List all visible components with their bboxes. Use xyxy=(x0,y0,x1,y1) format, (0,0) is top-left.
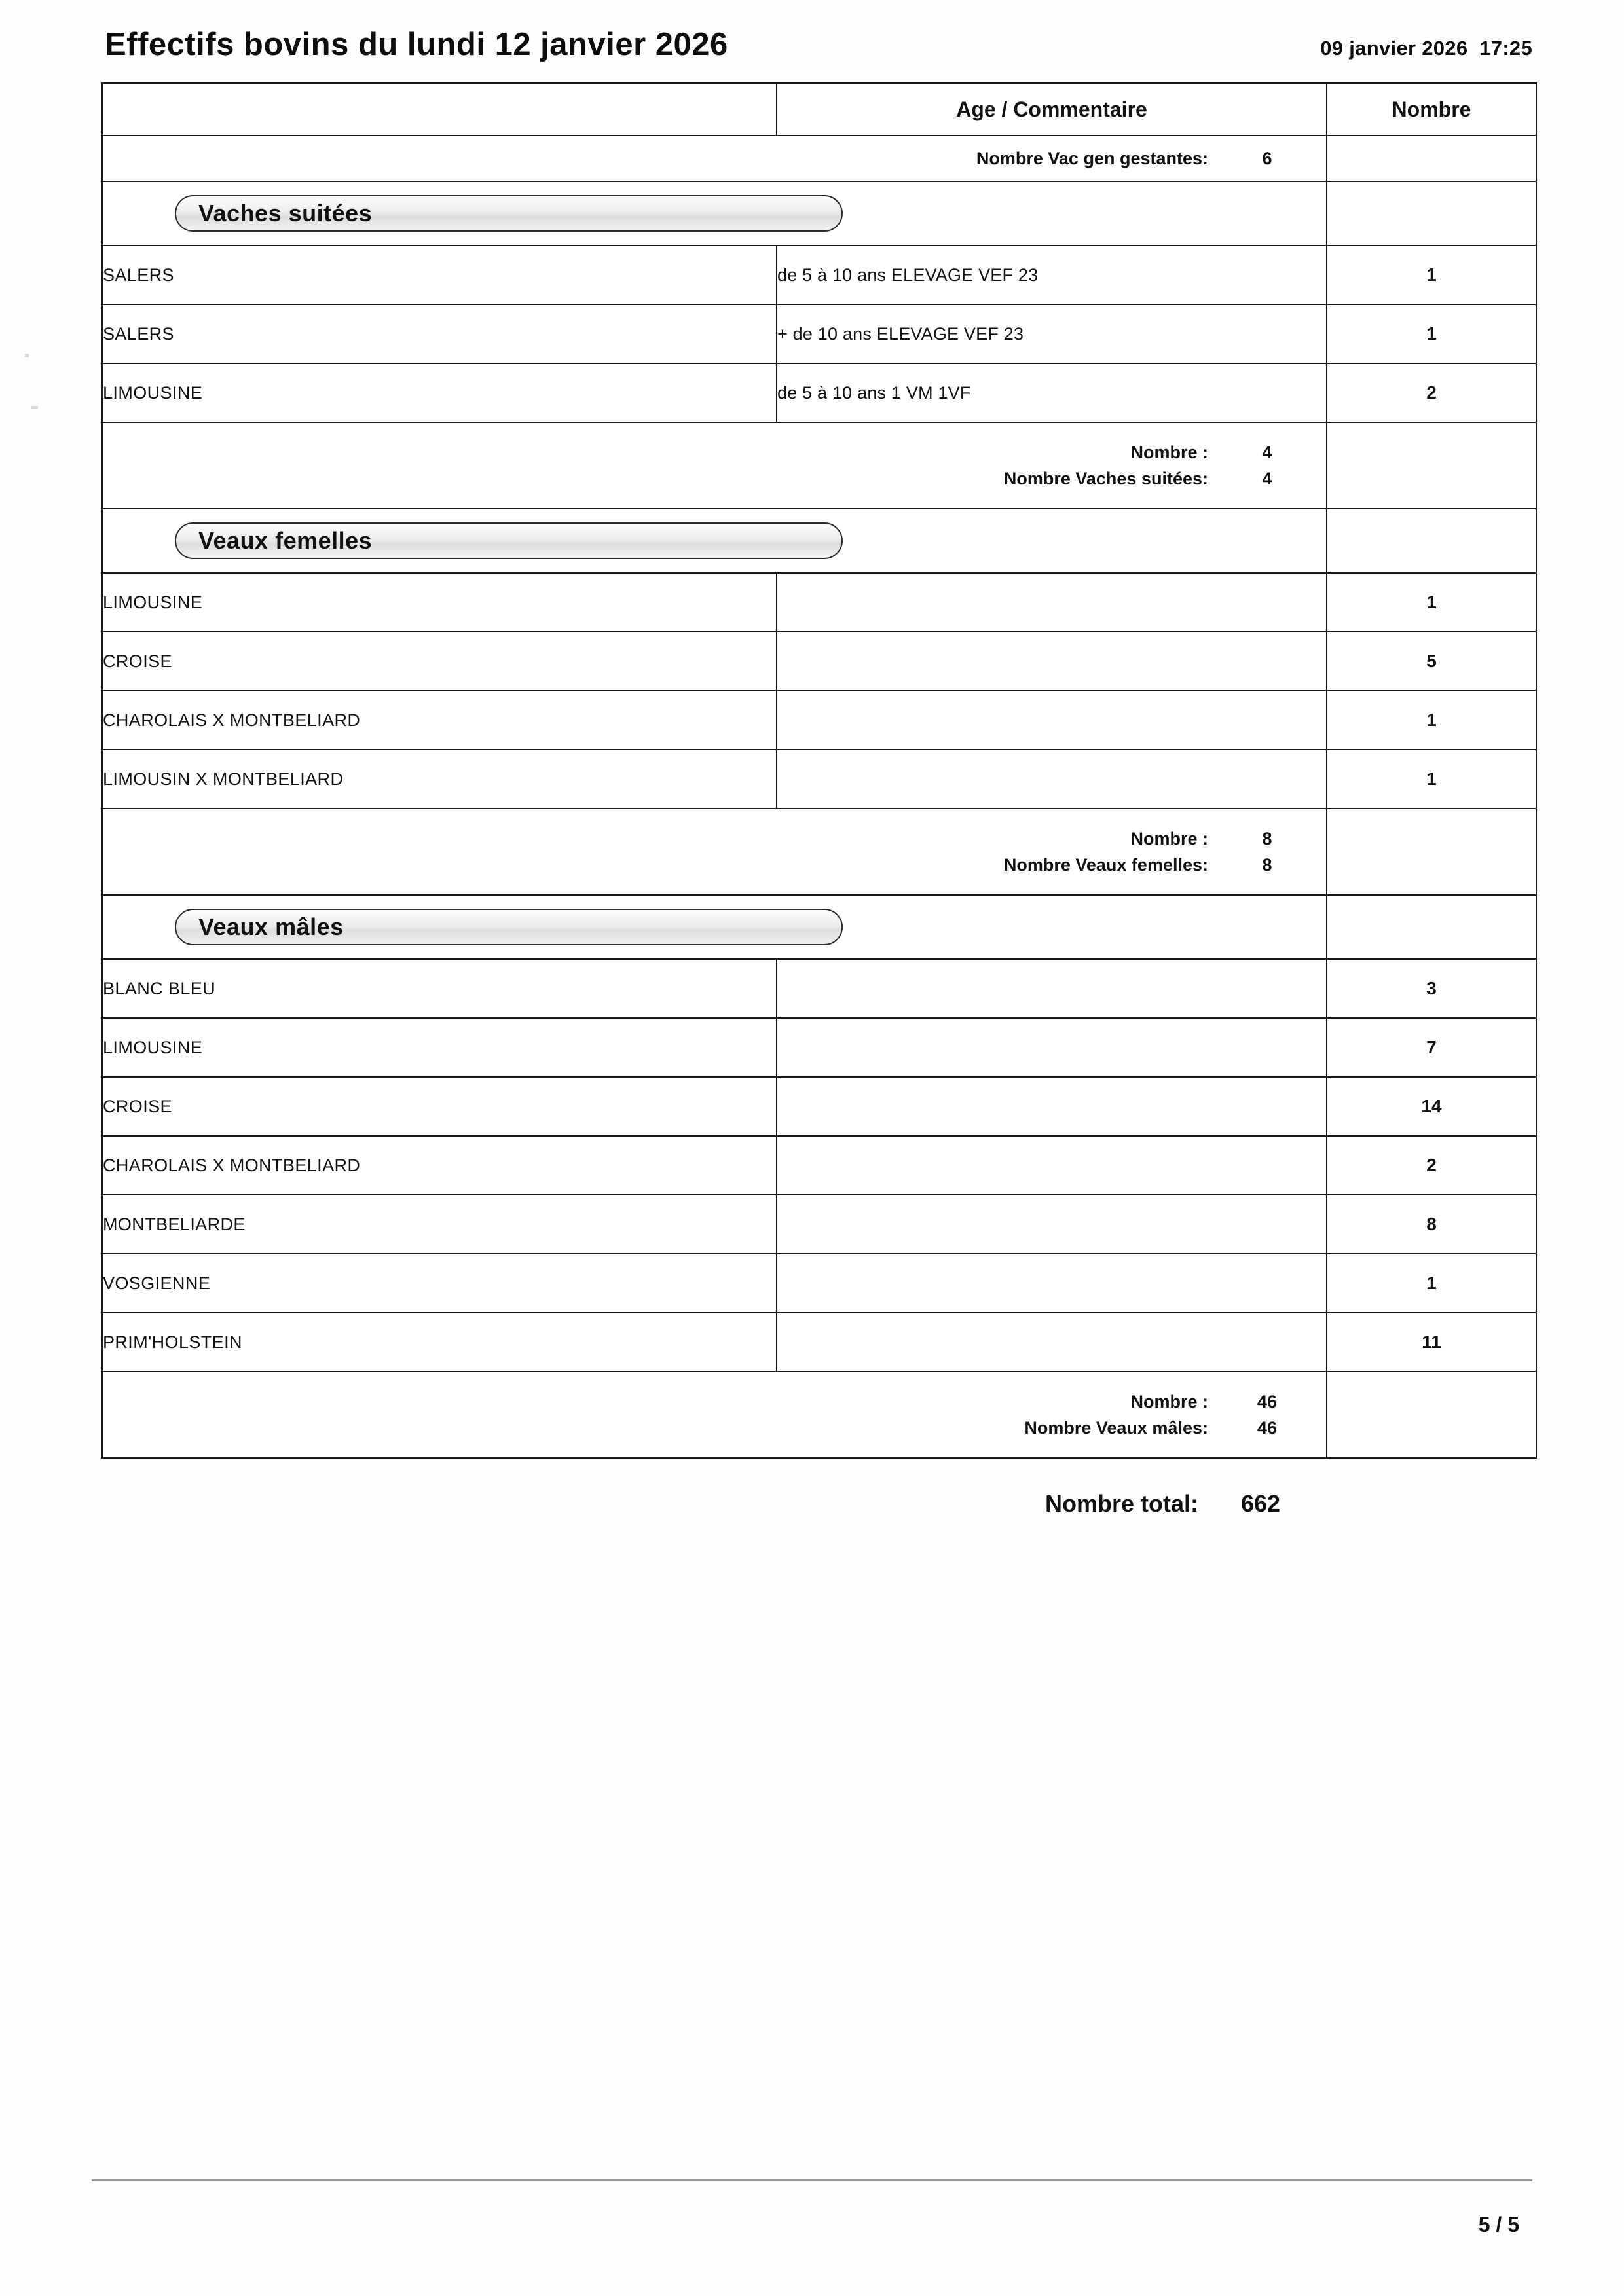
table-row xyxy=(102,246,1536,304)
table-row xyxy=(102,1136,1536,1195)
section-total-value: 8 xyxy=(1262,855,1272,875)
subtotal-value: 4 xyxy=(1262,442,1272,462)
table-row xyxy=(102,1077,1536,1136)
breed-name: MONTBELIARDE xyxy=(102,1195,777,1254)
top-note-cell xyxy=(102,136,1327,181)
subtotal-label: Nombre : xyxy=(1130,828,1208,848)
breed-name: PRIM'HOLSTEIN xyxy=(102,1313,777,1372)
section-pill xyxy=(175,909,843,945)
breed-name: VOSGIENNE xyxy=(102,1254,777,1313)
section-subtotal-empty xyxy=(1327,422,1536,509)
table-row xyxy=(102,959,1536,1018)
section-subtotal-empty xyxy=(1327,1372,1536,1458)
row-count: 1 xyxy=(1327,246,1536,304)
table-row xyxy=(102,750,1536,809)
effectifs-table xyxy=(101,82,1537,1459)
grand-total-value: 662 xyxy=(1240,1490,1281,1517)
table-row xyxy=(102,573,1536,632)
page-number: 5 / 5 xyxy=(1478,2213,1519,2236)
table-row xyxy=(102,1254,1536,1313)
top-note-value: 6 xyxy=(1262,148,1272,168)
row-count: 2 xyxy=(1327,363,1536,422)
section-banner-count-cell xyxy=(1327,181,1536,246)
section-banner-cell xyxy=(102,181,1327,246)
row-count: 3 xyxy=(1327,959,1536,1018)
section-subtotal-empty xyxy=(1327,809,1536,895)
section-banner-row xyxy=(102,509,1536,573)
page-title: Effectifs bovins du lundi 12 janvier 2026 xyxy=(105,27,728,62)
breed-name: CHAROLAIS X MONTBELIARD xyxy=(102,691,777,750)
top-note-empty xyxy=(1327,136,1536,181)
grand-total xyxy=(98,1490,1539,1518)
row-count: 5 xyxy=(1327,632,1536,691)
age-comment xyxy=(777,691,1327,750)
row-count: 14 xyxy=(1327,1077,1536,1136)
section-subtotal-row xyxy=(102,422,1536,509)
breed-name: CROISE xyxy=(102,1077,777,1136)
section-banner-count-cell xyxy=(1327,895,1536,959)
section-banner-row xyxy=(102,895,1536,959)
table-header-blank xyxy=(102,83,777,136)
section-banner-row xyxy=(102,181,1536,246)
row-count: 1 xyxy=(1327,1254,1536,1313)
section-total-value: 4 xyxy=(1262,469,1272,488)
section-total-value: 46 xyxy=(1257,1418,1278,1438)
section-banner-cell xyxy=(102,509,1327,573)
table-row xyxy=(102,632,1536,691)
row-count: 1 xyxy=(1327,691,1536,750)
document-content xyxy=(98,26,1539,1518)
section-title: Vaches suitées xyxy=(198,200,373,227)
table-header-row xyxy=(102,83,1536,136)
table-row xyxy=(102,363,1536,422)
section-subtotal-cell xyxy=(102,422,1327,509)
subtotal-value: 8 xyxy=(1262,828,1272,848)
section-title: Veaux mâles xyxy=(198,913,344,940)
row-count: 1 xyxy=(1327,750,1536,809)
section-banner-cell xyxy=(102,895,1327,959)
breed-name: CROISE xyxy=(102,632,777,691)
age-comment xyxy=(777,1195,1327,1254)
section-pill xyxy=(175,195,843,232)
age-comment xyxy=(777,959,1327,1018)
section-subtotal-cell xyxy=(102,809,1327,895)
breed-name: SALERS xyxy=(102,246,777,304)
section-subtotal-row xyxy=(102,1372,1536,1458)
breed-name: LIMOUSINE xyxy=(102,573,777,632)
age-comment: + de 10 ans ELEVAGE VEF 23 xyxy=(777,304,1327,363)
age-comment: de 5 à 10 ans ELEVAGE VEF 23 xyxy=(777,246,1327,304)
section-banner-count-cell xyxy=(1327,509,1536,573)
age-comment xyxy=(777,750,1327,809)
section-total-label: Nombre Veaux femelles: xyxy=(1003,855,1208,875)
section-subtotal-cell xyxy=(102,1372,1327,1458)
table-header-nombre: Nombre xyxy=(1327,83,1536,136)
section-total-label: Nombre Vaches suitées: xyxy=(1003,469,1208,488)
table-row xyxy=(102,304,1536,363)
breed-name: SALERS xyxy=(102,304,777,363)
footer-divider xyxy=(92,2179,1532,2181)
row-count: 1 xyxy=(1327,304,1536,363)
breed-name: LIMOUSIN X MONTBELIARD xyxy=(102,750,777,809)
table-row xyxy=(102,691,1536,750)
grand-total-label: Nombre total: xyxy=(1045,1490,1198,1517)
section-total-label: Nombre Veaux mâles: xyxy=(1024,1418,1208,1438)
age-comment xyxy=(777,573,1327,632)
age-comment xyxy=(777,1136,1327,1195)
age-comment xyxy=(777,1077,1327,1136)
scan-speck xyxy=(31,406,38,409)
row-count: 2 xyxy=(1327,1136,1536,1195)
breed-name: BLANC BLEU xyxy=(102,959,777,1018)
top-note-row xyxy=(102,136,1536,181)
age-comment xyxy=(777,1313,1327,1372)
subtotal-label: Nombre : xyxy=(1130,1391,1208,1412)
age-comment xyxy=(777,1254,1327,1313)
subtotal-label: Nombre : xyxy=(1130,442,1208,462)
section-subtotal-row xyxy=(102,809,1536,895)
row-count: 7 xyxy=(1327,1018,1536,1077)
section-title: Veaux femelles xyxy=(198,527,373,554)
document-header xyxy=(98,26,1539,63)
table-row xyxy=(102,1313,1536,1372)
row-count: 1 xyxy=(1327,573,1536,632)
print-timestamp: 09 janvier 2026 17:25 xyxy=(1320,37,1532,60)
subtotal-value: 46 xyxy=(1257,1391,1278,1412)
row-count: 8 xyxy=(1327,1195,1536,1254)
row-count: 11 xyxy=(1327,1313,1536,1372)
section-pill xyxy=(175,522,843,559)
age-comment: de 5 à 10 ans 1 VM 1VF xyxy=(777,363,1327,422)
table-row xyxy=(102,1195,1536,1254)
age-comment xyxy=(777,1018,1327,1077)
page-footer xyxy=(92,2179,1532,2237)
breed-name: CHAROLAIS X MONTBELIARD xyxy=(102,1136,777,1195)
scan-speck xyxy=(25,354,29,357)
top-note-label: Nombre Vac gen gestantes: xyxy=(976,148,1208,168)
breed-name: LIMOUSINE xyxy=(102,363,777,422)
table-row xyxy=(102,1018,1536,1077)
breed-name: LIMOUSINE xyxy=(102,1018,777,1077)
age-comment xyxy=(777,632,1327,691)
table-header-age-comment: Age / Commentaire xyxy=(777,83,1327,136)
